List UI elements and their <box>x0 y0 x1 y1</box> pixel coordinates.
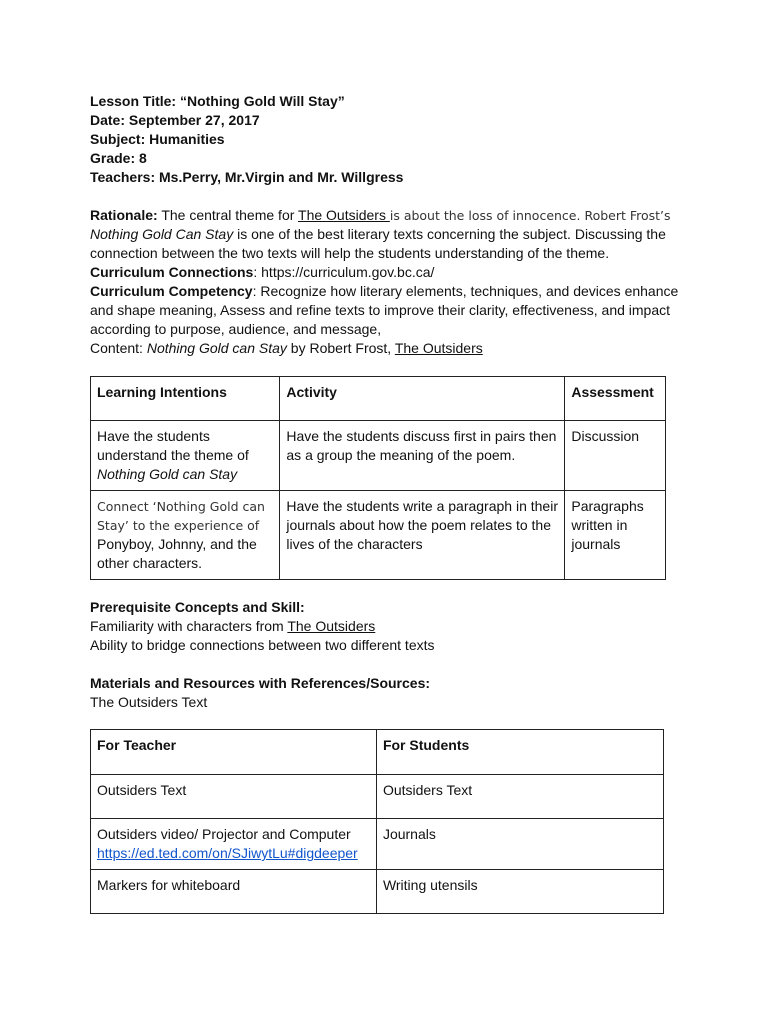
row1-intention-poem: Nothing Gold can Stay <box>97 466 238 482</box>
teacher-resource: Markers for whiteboard <box>91 870 377 914</box>
prerequisite-text: Familiarity with characters from <box>90 618 288 634</box>
resources-header-row <box>91 730 664 775</box>
row1-activity-line: Have the students discuss first in pairs then <box>286 428 557 444</box>
connections-value: : https://curriculum.gov.bc.ca/ <box>253 264 435 280</box>
materials-heading: Materials and Resources with References/Sources: <box>90 675 431 691</box>
lesson-table-header-row <box>91 377 666 421</box>
header-learning-intentions: Learning Intentions <box>91 377 280 421</box>
connections-label: Curriculum Connections <box>90 264 254 280</box>
rationale-line-2 <box>90 225 666 244</box>
row2-assessment-line: Paragraphs <box>571 498 644 514</box>
lesson-title-label: Lesson Title: <box>90 93 177 109</box>
lesson-grade: Grade: 8 <box>90 150 147 166</box>
competency-line-3: according to purpose, audience, and message, <box>90 321 382 337</box>
header-for-students: For Students <box>376 730 663 775</box>
row2-assessment-line: journals <box>571 536 621 552</box>
row1-intention-line: understand the theme of <box>97 447 249 463</box>
content-mid: by Robert Frost, <box>286 340 395 356</box>
rationale-text-b: is about the loss of innocence. Robert Frost’s <box>389 208 671 223</box>
materials-item-1: The Outsiders Text <box>90 694 208 710</box>
student-resource: Outsiders Text <box>376 775 663 819</box>
header-assessment: Assessment <box>565 377 666 421</box>
lesson-date: Date: September 27, 2017 <box>90 112 260 128</box>
prerequisite-item-1 <box>90 617 375 636</box>
student-resource: Journals <box>376 819 663 870</box>
lesson-title-value: “Nothing Gold Will Stay” <box>179 93 345 109</box>
rationale-line-3: connection between the two texts will help the students understanding of the theme. <box>90 245 610 261</box>
lesson-teachers: Teachers: Ms.Perry, Mr.Virgin and Mr. Willgress <box>90 169 404 185</box>
row2-intention-line: Ponyboy, Johnny, and the <box>97 536 257 552</box>
table-row <box>91 819 664 870</box>
row1-assessment <box>565 421 666 491</box>
prerequisite-item-2: Ability to bridge connections between two different texts <box>90 637 435 653</box>
prerequisite-novel: The Outsiders <box>287 618 376 634</box>
row2-assessment-line: written in <box>571 517 628 533</box>
content-prefix: Content: <box>90 340 147 356</box>
row2-intention-line: other characters. <box>97 555 203 571</box>
rationale-poem-title: Nothing Gold Can Stay <box>90 226 234 242</box>
row1-intention-line: Have the students <box>97 428 210 444</box>
row2-activity-line: lives of the characters <box>286 536 423 552</box>
row1-intention <box>91 421 280 491</box>
curriculum-connections <box>90 263 434 282</box>
content-poem: Nothing Gold can Stay <box>146 340 287 356</box>
row2-activity-line: journals about how the poem relates to the <box>286 517 552 533</box>
lesson-subject: Subject: Humanities <box>90 131 225 147</box>
lesson-title <box>90 92 345 111</box>
row2-intention <box>91 491 280 580</box>
row1-activity <box>280 421 565 491</box>
row2-intention-line: Stay’ to the experience of <box>97 518 260 533</box>
table-row <box>91 870 664 914</box>
row1-assessment-line: Discussion <box>571 428 640 444</box>
row1-activity-line: as a group the meaning of the poem. <box>286 447 516 463</box>
header-for-teacher: For Teacher <box>91 730 377 775</box>
lesson-table <box>90 376 666 580</box>
student-resource: Writing utensils <box>376 870 663 914</box>
row2-intention-line: Connect ‘Nothing Gold can <box>97 499 265 514</box>
prerequisites-heading: Prerequisite Concepts and Skill: <box>90 599 305 615</box>
content-novel: The Outsiders <box>394 340 483 356</box>
table-row <box>91 775 664 819</box>
teacher-resource <box>91 819 377 870</box>
rationale-label: Rationale: <box>90 207 158 223</box>
row2-activity <box>280 491 565 580</box>
table-row <box>91 491 666 580</box>
competency-line-1 <box>90 282 678 301</box>
row2-assessment <box>565 491 666 580</box>
ted-video-link[interactable]: https://ed.ted.com/on/SJiwytLu#digdeeper <box>97 845 358 861</box>
table-row <box>91 421 666 491</box>
competency-label: Curriculum Competency <box>90 283 253 299</box>
competency-line-2: and shape meaning, Assess and refine texts to improve their clarity, effectiveness, and impact <box>90 302 671 318</box>
rationale-line-1 <box>90 206 671 225</box>
rationale-outsiders: The Outsiders <box>298 207 390 223</box>
teacher-resource-text: Outsiders video/ Projector and Computer <box>97 826 351 842</box>
rationale-text-a: The central theme for <box>157 207 299 223</box>
teacher-resource: Outsiders Text <box>91 775 377 819</box>
row2-activity-line: Have the students write a paragraph in their <box>286 498 558 514</box>
header-activity: Activity <box>280 377 565 421</box>
content-line <box>90 339 483 358</box>
rationale-text-c: is one of the best literary texts concerning the subject. Discussing the <box>233 226 666 242</box>
resources-table <box>90 729 664 914</box>
competency-text-1: : Recognize how literary elements, techniques, and devices enhance <box>252 283 679 299</box>
